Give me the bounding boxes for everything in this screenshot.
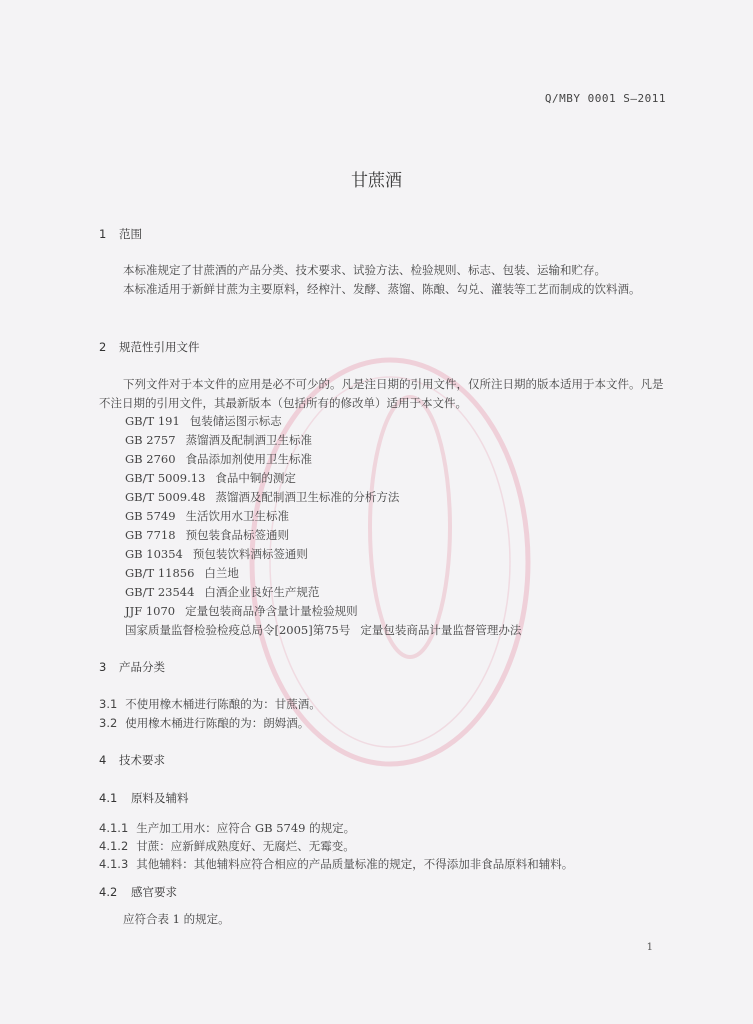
section-label: 规范性引用文件 — [119, 340, 200, 354]
reference-name: 包装储运图示标志 — [189, 414, 282, 428]
section-number: 1 — [99, 227, 107, 241]
reference-item — [125, 584, 319, 600]
subsection-heading-sensory — [99, 884, 177, 900]
reference-name: 预包装饮料酒标签通则 — [192, 547, 308, 561]
sensory-text: 应符合表 1 的规定。 — [123, 912, 230, 926]
reference-item — [125, 451, 312, 467]
reference-item — [125, 603, 358, 619]
material-item — [99, 820, 355, 836]
classification-item — [99, 696, 321, 712]
section-label: 范围 — [119, 227, 142, 241]
reference-code: 国家质量监督检验检疫总局令[2005]第75号 — [125, 623, 351, 637]
item-number: 3.2 — [99, 716, 118, 730]
item-text: 其他辅料：其他辅料应符合相应的产品质量标准的规定，不得添加非食品原料和辅料。 — [136, 857, 574, 871]
item-number: 4.1.3 — [99, 857, 129, 871]
reference-item — [125, 622, 521, 638]
reference-name: 白兰地 — [204, 566, 239, 580]
section-number: 2 — [99, 340, 107, 354]
subsection-label: 原料及辅料 — [131, 791, 189, 805]
item-text: 生产加工用水：应符合 GB 5749 的规定。 — [136, 821, 356, 835]
reference-code: GB 2757 — [125, 433, 176, 447]
section-label: 技术要求 — [119, 753, 165, 767]
item-number: 4.1.2 — [99, 839, 129, 853]
reference-code: JJF 1070 — [125, 604, 176, 618]
page-number: 1 — [646, 942, 653, 953]
reference-name: 白酒企业良好生产规范 — [204, 585, 320, 599]
reference-item — [125, 546, 308, 562]
references-intro: 下列文件对于本文件的应用是必不可少的。凡是注日期的引用文件，仅所注日期的版本适用于本文件。凡是不注日期的引用文件，其最新版本（包括所有的修改单）适用于本文件。 — [99, 377, 664, 410]
section-number: 4 — [99, 753, 107, 767]
subsection-number: 4.1 — [99, 791, 118, 805]
reference-code: GB 7718 — [125, 528, 176, 542]
reference-code: GB/T 5009.13 — [125, 471, 206, 485]
reference-code: GB/T 191 — [125, 414, 180, 428]
section-number: 3 — [99, 660, 107, 674]
reference-name: 食品添加剂使用卫生标准 — [185, 452, 313, 466]
document-title: 甘蔗酒 — [351, 171, 402, 191]
reference-item — [125, 470, 296, 486]
section-heading-classification — [99, 659, 165, 675]
section-heading-scope — [99, 226, 142, 242]
subsection-number: 4.2 — [99, 885, 118, 899]
section-heading-requirements — [99, 752, 165, 768]
scope-paragraph-2: 本标准适用于新鲜甘蔗为主要原料，经榨汁、发酵、蒸馏、陈酿、勾兑、灌装等工艺而制成的饮料酒。 — [123, 282, 641, 296]
item-text: 使用橡木桶进行陈酿的为：朗姆酒。 — [125, 716, 310, 730]
scope-paragraph-1: 本标准规定了甘蔗酒的产品分类、技术要求、试验方法、检验规则、标志、包装、运输和贮存。 — [123, 263, 606, 277]
subsection-label: 感官要求 — [131, 885, 177, 899]
reference-code: GB/T 5009.48 — [125, 490, 206, 504]
item-text: 甘蔗：应新鲜成熟度好、无腐烂、无霉变。 — [136, 839, 355, 853]
reference-code: GB 10354 — [125, 547, 183, 561]
reference-item — [125, 565, 239, 581]
reference-item — [125, 432, 312, 448]
classification-item — [99, 715, 309, 731]
reference-name: 生活饮用水卫生标准 — [185, 509, 290, 523]
reference-name: 食品中铜的测定 — [215, 471, 296, 485]
subsection-heading-materials — [99, 790, 189, 806]
reference-name: 定量包装商品计量监督管理办法 — [360, 623, 522, 637]
reference-name: 蒸馏酒及配制酒卫生标准的分析方法 — [215, 490, 400, 504]
item-text: 不使用橡木桶进行陈酿的为：甘蔗酒。 — [125, 697, 321, 711]
reference-item — [125, 489, 399, 505]
item-number: 4.1.1 — [99, 821, 129, 835]
material-item — [99, 856, 573, 872]
reference-item — [125, 413, 282, 429]
reference-code: GB/T 23544 — [125, 585, 195, 599]
item-number: 3.1 — [99, 697, 118, 711]
reference-code: GB 5749 — [125, 509, 176, 523]
reference-item — [125, 508, 289, 524]
reference-name: 定量包装商品净含量计量检验规则 — [185, 604, 358, 618]
reference-name: 预包装食品标签通则 — [185, 528, 290, 542]
reference-item — [125, 527, 289, 543]
section-label: 产品分类 — [119, 660, 165, 674]
section-heading-references — [99, 339, 200, 355]
reference-code: GB 2760 — [125, 452, 176, 466]
reference-code: GB/T 11856 — [125, 566, 195, 580]
document-code: Q/MBY 0001 S—2011 — [544, 92, 666, 105]
material-item — [99, 838, 355, 854]
reference-name: 蒸馏酒及配制酒卫生标准 — [185, 433, 313, 447]
